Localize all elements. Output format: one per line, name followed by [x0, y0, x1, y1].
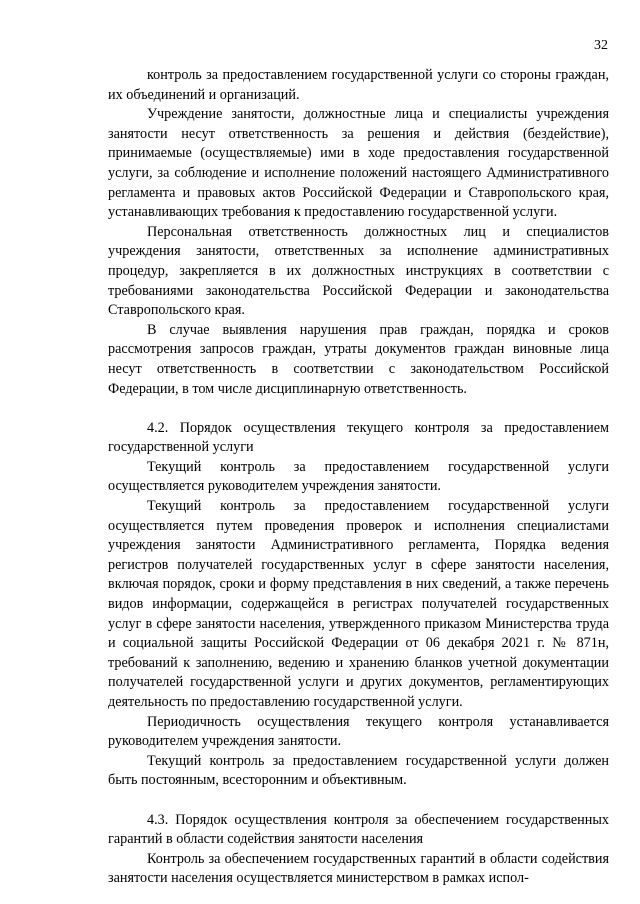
paragraph-current-control-method: Текущий контроль за предоставлением государственной услуги осуществляется путем проведения проверок и исполнения специалистами учреждения занятости Административного регламента, Порядка ведения регистров получателей государственных услуг в сфере занятости населения, включая порядок, сроки и форму представления в них сведений, а также перечень видов информации, содержащейся в регистрах получателей государственных услуг в сфере занятости населения, утвержденного приказом Министерства труда и социальной защиты Российской Федерации от 06 декабря 2021 г. № 871н, требований к заполнению, ведению и хранению бланков учетной документации получателей государственной услуги и других документов, регламентирующих деятельность по предоставлению государственной услуги. [108, 498, 609, 710]
document-body [108, 66, 609, 889]
paragraph-control-periodicity: Периодичность осуществления текущего контроля устанавливается руководителем учреждения занятости. [108, 713, 609, 750]
paragraph-control-by-citizens: контроль за предоставлением государственной услуги со стороны граждан, их объединений и организаций. [108, 67, 609, 103]
section-heading-4-2: 4.2. Порядок осуществления текущего контроля за предоставлением государственной услуги [108, 419, 609, 456]
paragraph-violation-liability: В случае выявления нарушения прав граждан, порядка и сроков рассмотрения запросов граждан, утраты документов граждан виновные лица несут ответственность в соответствии с законодательством Российской Федерации, в том числе дисциплинарную ответственность. [108, 321, 609, 397]
section-heading-4-3: 4.3. Порядок осуществления контроля за обеспечением государственных гарантий в области содействия занятости населения [108, 811, 609, 848]
paragraph-guarantees-control: Контроль за обеспечением государственных гарантий в области содействия занятости населения осуществляется министерством в рамках испол- [108, 850, 609, 887]
paragraph-personal-responsibility: Персональная ответственность должностных лиц и специалистов учреждения занятости, ответственных за исполнение административных процедур, закрепляется в их должностных инструкциях в соответствии с требованиями законодательства Российской Федерации и законодательства Ставропольского края. [108, 223, 609, 319]
paragraph-employment-center-responsibility: Учреждение занятости, должностные лица и специалисты учреждения занятости несут ответственность за решения и действия (бездействие), принимаемые (осуществляемые) ими в ходе предоставления государственной услуги, за соблюдение и исполнение положений настоящего Административного регламента и правовых актов Российской Федерации и Ставропольского края, устанавливающих требования к предоставлению государственной услуги. [108, 106, 609, 221]
paragraph-current-control-head: Текущий контроль за предоставлением государственной услуги осуществляется руководителем учреждения занятости. [108, 458, 609, 495]
paragraph-control-nature: Текущий контроль за предоставлением государственной услуги должен быть постоянным, всесторонним и объективным. [108, 752, 609, 789]
page-number: 32 [594, 38, 608, 53]
